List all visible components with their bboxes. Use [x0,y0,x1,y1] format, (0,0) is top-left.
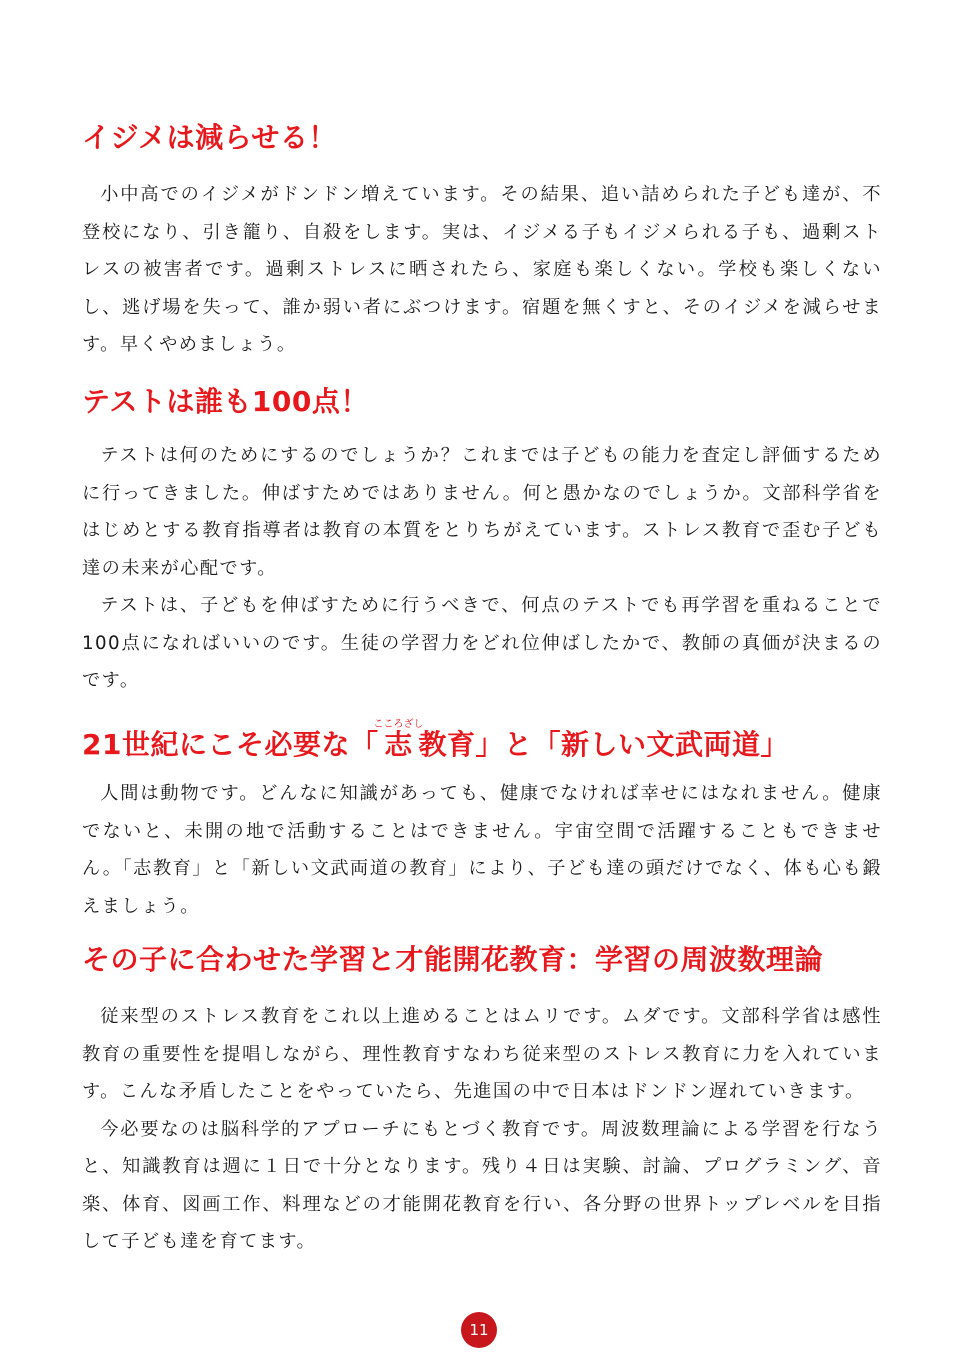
paragraph: 小中高でのイジメがドンドン増えています。その結果、追い詰められた子ども達が、不登校になり、引き籠り、自殺をします。実は、イジメる子もイジメられる子も、過剰ストレスの被害者です。過剰ストレスに晒されたら、家庭も楽しくない。学校も楽しくないし、逃げ場を失って、誰か弱い者にぶつけます。宿題を無くすと、そのイジメを減らせます。早くやめましょう。 [82,184,882,355]
section-heading-bullying: イジメは減らせる！ [82,121,337,154]
page-number-badge: 11 [461,1312,497,1348]
paragraph: 今必要なのは脳科学的アプローチにもとづく教育です。周波数理論による学習を行なうと、知識教育は週に１日で十分となります。残り４日は実験、討論、プログラミング、音楽、体育、図画工作、料理などの才能開花教育を行い、各分野の世界トップレベルを目指して子ども達を育てます。 [82,1118,882,1252]
section-heading-21st-century [82,719,789,765]
paragraph: 従来型のストレス教育をこれ以上進めることはムリです。ムダです。文部科学省は感性教育の重要性を提唱しながら、理性教育すなわち従来型のストレス教育に力を入れています。こんな矛盾したことをやっていたら、先進国の中で日本はドンドン遅れていきます。 [82,1006,882,1102]
section-heading-tests: テストは誰も100点！ [82,385,369,418]
section-heading-frequency-theory: その子に合わせた学習と才能開花教育：学習の周波数理論 [82,943,824,976]
section-body-tests [82,437,882,700]
paragraph: 人間は動物です。どんなに知識があっても、健康でなければ幸せにはなれません。健康でないと、未開の地で活動することはできません。宇宙空間で活躍することもできません。「志教育」と「新しい文武両道の教育」により、子ども達の頭だけでなく、体も心も鍛えましょう。 [82,783,882,917]
ruby-base: 志 [373,728,424,761]
section-body-frequency-theory [82,998,882,1261]
paragraph: テストは、子どもを伸ばすために行うべきで、何点のテストでも再学習を重ねることで100点になればいいのです。生徒の学習力をどれ位伸ばしたかで、教師の真価が決まるのです。 [82,595,882,691]
ruby-furigana: こころざし [373,719,424,730]
heading-text-post: 教育」と「新しい文武両道」 [418,728,789,761]
section-body-21st-century [82,775,882,925]
section-body-bullying [82,176,882,364]
heading-text-pre: 21世紀にこそ必要な「 [82,728,379,761]
paragraph: テストは何のためにするのでしょうか？これまでは子どもの能力を査定し評価するために行ってきました。伸ばすためではありません。何と愚かなのでしょうか。文部科学省をはじめとする教育指導者は教育の本質をとりちがえています。ストレス教育で歪む子ども達の未来が心配です。 [82,445,882,579]
ruby-kokorozashi [373,719,424,761]
